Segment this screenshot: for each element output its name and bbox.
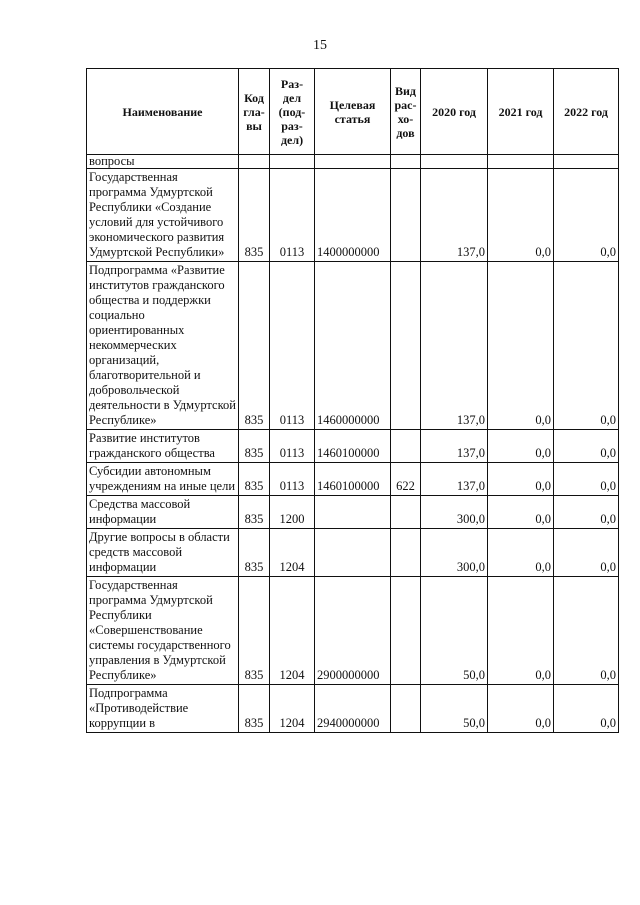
header-expense-type: Вид рас- хо- дов — [391, 69, 421, 155]
row-target — [315, 496, 391, 529]
row-2020: 50,0 — [421, 685, 488, 733]
row-expense: 622 — [391, 463, 421, 496]
row-target — [315, 155, 391, 169]
table-row — [87, 577, 619, 685]
row-2022: 0,0 — [554, 685, 619, 733]
row-2021: 0,0 — [488, 496, 554, 529]
row-section: 0113 — [270, 262, 315, 430]
header-name: Наименование — [87, 69, 239, 155]
table-row — [87, 463, 619, 496]
row-2022: 0,0 — [554, 463, 619, 496]
header-year-2021: 2021 год — [488, 69, 554, 155]
row-section: 0113 — [270, 463, 315, 496]
row-2021: 0,0 — [488, 529, 554, 577]
row-chapter: 835 — [239, 169, 270, 262]
table-row — [87, 262, 619, 430]
row-target: 1460000000 — [315, 262, 391, 430]
row-target — [315, 529, 391, 577]
row-chapter: 835 — [239, 577, 270, 685]
row-chapter: 835 — [239, 430, 270, 463]
row-chapter: 835 — [239, 262, 270, 430]
row-2021: 0,0 — [488, 430, 554, 463]
row-2020: 137,0 — [421, 430, 488, 463]
row-2020: 50,0 — [421, 577, 488, 685]
table-row — [87, 169, 619, 262]
row-2020: 137,0 — [421, 169, 488, 262]
row-name: Развитие институтов гражданского общества — [87, 430, 239, 463]
row-name: Другие вопросы в области средств массовой информации — [87, 529, 239, 577]
row-2021 — [488, 155, 554, 169]
page-number: 15 — [313, 38, 327, 53]
row-target: 2940000000 — [315, 685, 391, 733]
row-chapter: 835 — [239, 463, 270, 496]
row-2022 — [554, 155, 619, 169]
row-2020: 300,0 — [421, 529, 488, 577]
table-row — [87, 496, 619, 529]
row-chapter: 835 — [239, 529, 270, 577]
row-name: Государственная программа Удмуртской Республики «Совершенствование системы государственного управления в Удмуртской Республике» — [87, 577, 239, 685]
row-section: 1204 — [270, 529, 315, 577]
row-target: 2900000000 — [315, 577, 391, 685]
header-year-2020: 2020 год — [421, 69, 488, 155]
row-name: Подпрограмма «Развитие институтов гражданского общества и поддержки социально ориентированных некоммерческих организаций, благотворительной и добровольческой деятельности в Удмуртской Республике» — [87, 262, 239, 430]
row-target: 1400000000 — [315, 169, 391, 262]
row-name: Средства массовой информации — [87, 496, 239, 529]
row-section: 1204 — [270, 577, 315, 685]
row-2020: 300,0 — [421, 496, 488, 529]
row-2022: 0,0 — [554, 169, 619, 262]
row-2021: 0,0 — [488, 463, 554, 496]
row-expense — [391, 529, 421, 577]
row-chapter — [239, 155, 270, 169]
row-target: 1460100000 — [315, 430, 391, 463]
row-name: Государственная программа Удмуртской Республики «Создание условий для устойчивого экономического развития Удмуртской Республики» — [87, 169, 239, 262]
row-section: 1200 — [270, 496, 315, 529]
row-expense — [391, 155, 421, 169]
row-2022: 0,0 — [554, 496, 619, 529]
row-expense — [391, 685, 421, 733]
table-row — [87, 155, 619, 169]
budget-table — [86, 68, 619, 733]
row-expense — [391, 496, 421, 529]
table-row — [87, 685, 619, 733]
header-section: Раз- дел (под- раз- дел) — [270, 69, 315, 155]
row-2021: 0,0 — [488, 262, 554, 430]
row-expense — [391, 169, 421, 262]
row-section: 1204 — [270, 685, 315, 733]
header-year-2022: 2022 год — [554, 69, 619, 155]
row-expense — [391, 430, 421, 463]
row-2022: 0,0 — [554, 430, 619, 463]
header-target-article: Целевая статья — [315, 69, 391, 155]
row-expense — [391, 577, 421, 685]
row-name: Субсидии автономным учреждениям на иные цели — [87, 463, 239, 496]
row-chapter: 835 — [239, 685, 270, 733]
row-section — [270, 155, 315, 169]
row-2021: 0,0 — [488, 685, 554, 733]
table-row — [87, 430, 619, 463]
row-section: 0113 — [270, 430, 315, 463]
row-name: Подпрограмма «Противодействие коррупции в — [87, 685, 239, 733]
row-2021: 0,0 — [488, 169, 554, 262]
row-2020: 137,0 — [421, 463, 488, 496]
table-header-row — [87, 69, 619, 155]
row-section: 0113 — [270, 169, 315, 262]
row-2022: 0,0 — [554, 262, 619, 430]
row-expense — [391, 262, 421, 430]
header-chapter-code: Код гла- вы — [239, 69, 270, 155]
row-2021: 0,0 — [488, 577, 554, 685]
row-name: вопросы — [87, 155, 239, 169]
table-row — [87, 529, 619, 577]
row-2020: 137,0 — [421, 262, 488, 430]
row-2022: 0,0 — [554, 577, 619, 685]
row-target: 1460100000 — [315, 463, 391, 496]
row-2020 — [421, 155, 488, 169]
row-2022: 0,0 — [554, 529, 619, 577]
row-chapter: 835 — [239, 496, 270, 529]
